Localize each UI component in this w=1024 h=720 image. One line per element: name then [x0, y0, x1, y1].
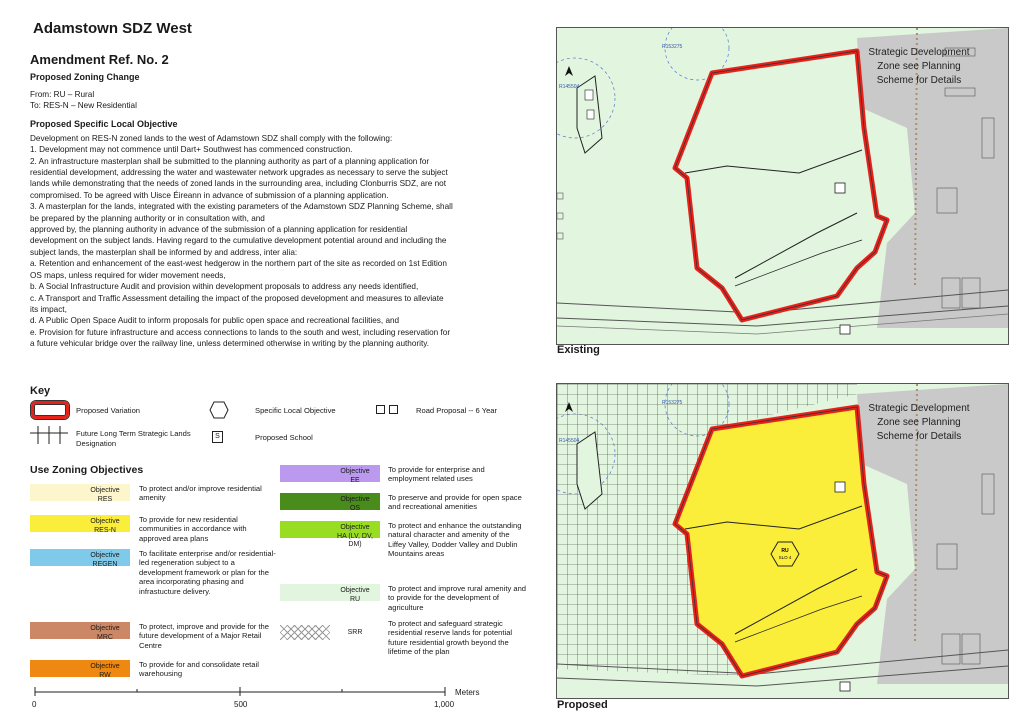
existing-sdz-note-2: Zone see Planning	[877, 61, 961, 72]
zoning-description: To provide for and consolidate retail warehousing	[139, 660, 259, 679]
slo-text-line: approved by, the planning authority in advance of the submission of a planning application for residential	[30, 225, 408, 235]
slo-text-line: a. Retention and enhancement of the east-west hedgerow in the northern part of the site as recorded on 1st Edition	[30, 259, 447, 269]
existing-ref-b: R145504	[559, 84, 580, 90]
zoning-description: To protect and enhance the outstanding natural character and amenity of the Liffey Valley, Dodder Valley and Dublin Mountains areas	[388, 521, 522, 559]
zoning-description: To protect and improve rural amenity and to provide for the development of agriculture	[388, 584, 527, 612]
slo-text-line: 2. An infrastructure masterplan shall be submitted to the planning authority as part of a planning application for	[30, 156, 430, 166]
use-zoning-title: Use Zoning Objectives	[30, 464, 144, 476]
scale-label-1000: 1,000	[434, 700, 455, 709]
zoning-objective-label: Objective REGEN	[90, 552, 120, 568]
zoning-objective-label: Objective RES	[90, 487, 120, 503]
slo-heading: Proposed Specific Local Objective	[30, 118, 178, 129]
zoning-objective-label: Objective EE	[340, 468, 370, 484]
zoning-objective-label: Objective RES-N	[90, 518, 120, 534]
slo-text-line: development on the subject lands. Having regard to the cumulative development potential around and including the	[30, 236, 447, 246]
zoning-objective-label: Objective RU	[340, 587, 370, 603]
page-title: Adamstown SDZ West	[33, 20, 192, 37]
proposed-variation-label: Proposed Variation	[76, 406, 141, 415]
existing-ref-a: R153275	[662, 44, 683, 50]
future-long-term-label: Future Long Term Strategic Lands Designation	[76, 429, 191, 448]
proposed-sdz-note-1: Strategic Development	[868, 403, 970, 414]
slo-text-line: c. A Transport and Traffic Assessment detailing the impact of the proposed development and measures to alleviate	[30, 293, 444, 303]
slo-text-line: b. A Social Infrastructure Audit and provision within development proposals to address any needs identified,	[30, 282, 419, 292]
slo-text-line: 1. Development may not commence until Dart+ Southwest has commenced construction.	[30, 145, 353, 155]
slo-text-line: 3. A masterplan for the lands, integrated with the existing parameters of the Adamstown SDZ Planning Scheme, shall	[30, 202, 453, 212]
zoning-objective-label: Objective RW	[90, 663, 120, 679]
school-label: Proposed School	[255, 433, 313, 442]
scale-bar	[30, 686, 490, 710]
from-line: From: RU – Rural	[30, 90, 95, 99]
slo-label: Specific Local Objective	[255, 406, 336, 415]
existing-map	[556, 27, 1009, 345]
zoning-objective-label: Objective MRC	[90, 625, 120, 641]
zoning-swatch	[280, 625, 330, 640]
slo-text-line: d. A Public Open Space Audit to inform proposals for public open space and recreational facilities, and	[30, 316, 400, 326]
existing-map-label: Existing	[557, 344, 600, 356]
road-proposal-label: Road Proposal -- 6 Year	[416, 406, 498, 415]
zoning-description: To preserve and provide for open space and recreational amenities	[388, 493, 522, 512]
zoning-objective-label: Objective OS	[340, 496, 370, 512]
scale-label-0: 0	[32, 700, 37, 709]
proposed-sdz-note-2: Zone see Planning	[877, 417, 961, 428]
slo-text	[30, 133, 545, 350]
zoning-objective-label: SRR	[347, 629, 363, 636]
zoning-description: To protect, improve and provide for the future development of a Major Retail Centre	[139, 622, 270, 650]
zoning-heading: Proposed Zoning Change	[30, 72, 140, 82]
school-icon: S	[212, 431, 223, 443]
road-proposal-icon	[376, 405, 402, 414]
zoning-objective-label: Objective HA (LV, DV, DM)	[337, 524, 373, 548]
scale-label-500: 500	[234, 700, 248, 709]
zoning-description: To facilitate enterprise and/or residential-led regeneration subject to a development framework or plan for the area incorporating phasing and infrastucture delivery.	[139, 549, 276, 596]
text-block	[30, 72, 545, 350]
slo-text-line: OS maps, unless required for wider movement needs,	[30, 270, 226, 280]
proposed-ref-b: R145504	[559, 438, 580, 444]
proposed-map	[556, 383, 1009, 699]
slo-text-line: lands while demonstrating that the needs of zoned lands in the surrounding area, including Clonburris SDZ, are not	[30, 179, 446, 189]
slo-text-line: Development on RES-N zoned lands to the west of Adamstown SDZ shall comply with the following:	[30, 133, 393, 143]
slo-text-line: subject lands, the masterplan shall be informed by and address, inter alia:	[30, 247, 298, 257]
key-title: Key	[30, 385, 51, 397]
slo-tag-2: SLO 4	[778, 555, 792, 560]
slo-text-line: be prepared by the planning authority or in consultation with, and	[30, 213, 265, 223]
existing-sdz-note-3: Scheme for Details	[876, 75, 962, 86]
scale-unit: Meters	[455, 688, 480, 697]
existing-sdz-note-1: Strategic Development	[868, 47, 970, 58]
slo-text-line: compromised. To be agreed with Uisce Éireann in advance of submission of a planning application.	[30, 190, 389, 200]
zoning-description: To provide for enterprise and employment related uses	[388, 465, 485, 484]
slo-hexagon-icon	[209, 401, 229, 419]
slo-text-line: a future vehicular bridge over the railway line, unless determined otherwise in writing by the planning authority.	[30, 339, 429, 349]
slo-text-line: e. Provision for future infrastructure and access connections to lands to the south and west, including reservation for	[30, 327, 451, 337]
zoning-description: To protect and safeguard strategic residential reserve lands for potential future residential growth beyond the lifetime of the plan	[388, 619, 513, 657]
proposed-map-label: Proposed	[557, 699, 608, 711]
zoning-description: To provide for new residential communities in accordance with approved area plans	[139, 515, 247, 543]
to-line: To: RES-N – New Residential	[30, 101, 137, 111]
slo-text-line: residential development, addressing the water and wastewater network upgrades as necessary to serve the subject	[30, 168, 448, 178]
slo-tag-1: RU	[781, 548, 789, 554]
proposed-ref-a: R153275	[662, 400, 683, 406]
slo-text-line: its impact,	[30, 304, 67, 314]
future-long-term-grid-icon	[30, 426, 68, 444]
zoning-description: To protect and/or improve residential amenity	[139, 484, 262, 503]
amendment-ref: Amendment Ref. No. 2	[30, 52, 169, 67]
proposed-variation-symbol	[31, 401, 69, 419]
proposed-sdz-note-3: Scheme for Details	[876, 431, 962, 442]
